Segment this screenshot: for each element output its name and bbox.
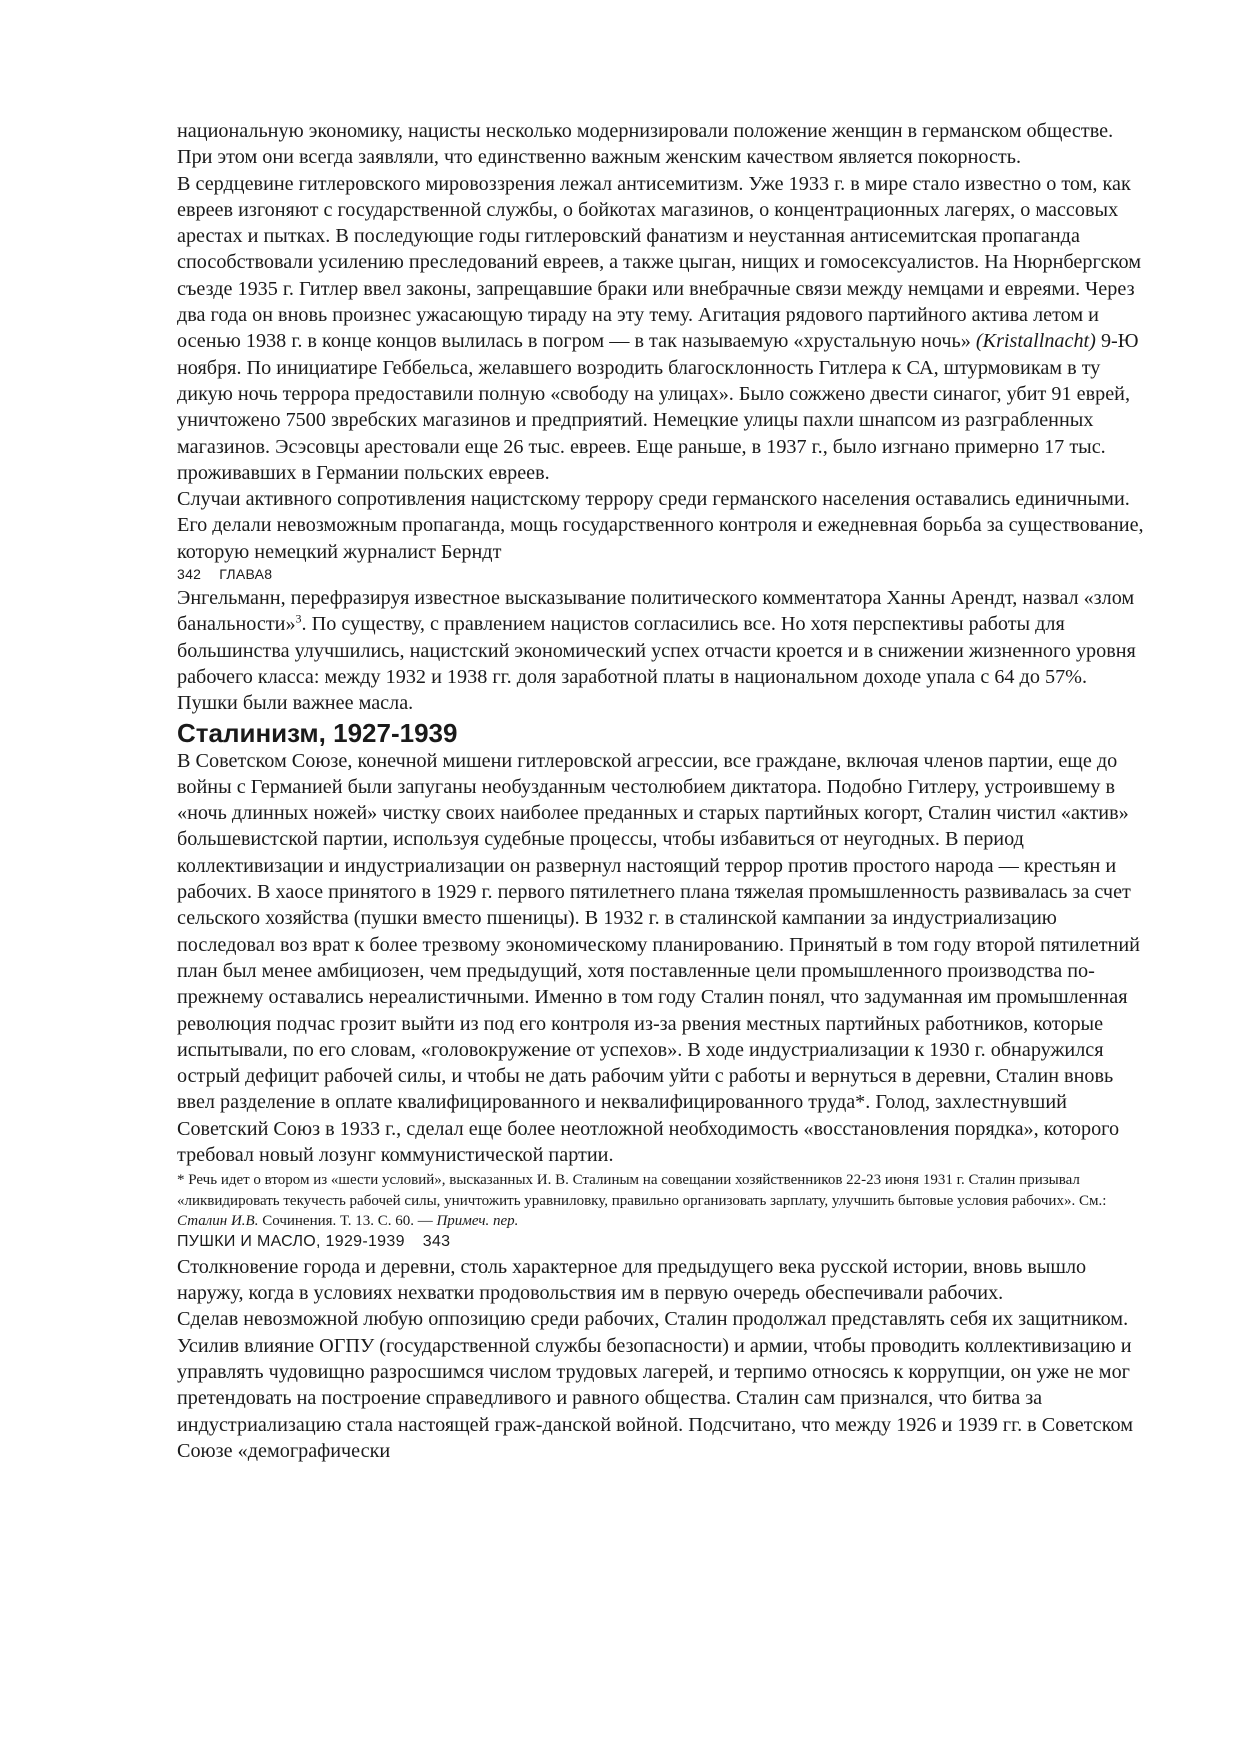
footnote-ref: 3 — [295, 611, 302, 626]
paragraph-banality-text: Энгельманн, перефразируя известное высказывание политического комментатора Ханны Арендт, назвал «злом банальности» — [177, 587, 1135, 636]
page-number: 343 — [422, 1232, 451, 1250]
paragraph-antisemitism-text-cont: 9-Ю ноября. По инициатире Геббельса, желавшего возродить благосклонность Гитлера к СА, штурмовикам в ту дикую ночь террора предоставили полную «свободу на улицах». Было сожжено двести синагог, убит 91 еврей, уничтожено 7500 звребских магазинов и предприятий. Немецкие улицы пахли шнапсом из разграбленных магазинов. Эсэсовцы арестовали еще 26 тыс. евреев. Еще раньше, в 1937 г., было изгнано примерно 17 тыс. проживавших в Германии польских евреев. — [177, 330, 1139, 484]
footnote-author: Сталин И.В. — [177, 1213, 259, 1230]
paragraph-stalinism: В Советском Союзе, конечной мишени гитлеровской агрессии, все граждане, включая членов партии, еще до войны с Германией были запуганы необузданным честолюбием диктатора. Подобно Гитлеру, устроившему в «ночь длинных ножей» чистку своих наиболее преданных и старых партийных когорт, Сталин чистил «актив» большевистской партии, используя судебные процессы, чтобы избавиться от неугодных. В период коллективизации и индустриализации он развернул настоящий террор против простого народа — крестьян и рабочих. В хаосе принятого в 1929 г. первого пятилетнего плана тяжелая промышленность развивалась за счет сельского хозяйства (пушки вместо пшеницы). В 1932 г. в сталинской кампании за индустриализацию последовал воз врат к более трезвому экономическому планированию. Принятый в том году второй пятилетний план был менее амбициозен, чем предыдущий, хотя поставленные цели промышленного производства по-прежнему оставались нереалистичными. Именно в том году Сталин понял, что задуманная им промышленная революция подчас грозит выйти из под его контроля из-за рвения местных партийных работников, которые испытывали, по его словам, «головокружение от успехов». В ходе индустриализации к 1930 г. обнаружился острый дефицит рабочей силы, и чтобы не дать рабочим уйти с работы и вернуться в деревни, Сталин вновь ввел разделение в оплате квалифицированного и неквалифицированного труда*. Голод, захлестнувший Советский Союз в 1933 г., сделал еще более неотложной необходимость «восстановления порядка», которого требовал новый лозунг коммунистической партии. — [177, 749, 1140, 1166]
paragraph-opposition: Сделав невозможной любую оппозицию среди рабочих, Сталин продолжал представлять себя их защитником. Усилив влияние ОГПУ (государственной службы безопасности) и армии, чтобы проводить коллективизацию и управлять чудовищно разросшимся числом трудовых лагерей, и терпимо относясь к коррупции, он уже не мог претендовать на построение справедливого и равного общества. Сталин сам признался, что битва за индустриализацию стала настоящей граж-данской войной. Подсчитано, что между 1926 и 1939 гг. в Советском Союзе «демографически — [177, 1308, 1133, 1462]
page-number: 342 — [177, 566, 202, 583]
paragraph-women-status: национальную экономику, нацисты несколько модернизировали положение женщин в германском обществе. При этом они всегда заявляли, что единственно важным женским качеством является покорность. — [177, 120, 1114, 169]
footnote-note: Примеч. пер. — [436, 1213, 519, 1230]
footnote-text-cont: Сочинения. Т. 13. С. 60. — — [258, 1213, 437, 1230]
paragraph-antisemitism — [177, 171, 1147, 487]
running-head-right — [177, 1232, 1147, 1252]
footnote-text: * Речь идет о втором из «шести условий», высказанных И. В. Сталиным на совещании хозяйственников 22-23 июня 1931 г. Сталин призывал «ликвидировать текучесть рабочей силы, уничтожить уравниловку, правильно организовать зарплату, улучшить бытовые условия рабочих». См.: — [177, 1172, 1107, 1209]
footnote — [177, 1170, 1147, 1232]
running-head-title: ПУШКИ И МАСЛО, 1929-1939 — [177, 1232, 405, 1250]
section-heading: Сталинизм, 1927-1939 — [177, 717, 458, 748]
paragraph-antisemitism-text: В сердцевине гитлеровского мировоззрения лежал антисемитизм. Уже 1933 г. в мире стало известно о том, как евреев изгоняют с государственной службы, о бойкотах магазинов, о концентрационных лагерях, о массовых арестах и пытках. В последующие годы гитлеровский фанатизм и неустанная антисемитская пропаганда способствовали усилению преследований евреев, а также цыган, нищих и гомосексуалистов. На Нюрнбергском съезде 1935 г. Гитлер ввел законы, запрещавшие браки или внебрачные связи между немцами и евреями. Через два года он вновь произнес ужасающую тираду на эту тему. Агитация рядового партийного актива летом и осенью 1938 г. в конце концов вылилась в погром — в так называемую «хрустальную ночь» — [177, 172, 1141, 353]
paragraph-resistance: Случаи активного сопротивления нацистскому террору среди германского населения оставались единичными. Его делали невозможным пропаганда, мощь государственного контроля и ежедневная борьба за существование, которую немецкий журналист Берндт — [177, 488, 1144, 563]
paragraph-city-village: Столкновение города и деревни, столь характерное для предыдущего века русской истории, вновь вышло наружу, когда в условиях нехватки продовольствия им в первую очередь обеспечивали рабочих. — [177, 1255, 1087, 1305]
running-head-left — [177, 565, 1147, 583]
paragraph-banality — [177, 585, 1147, 716]
paragraph-banality-text-cont: . По существу, с правлением нацистов согласились все. Но хотя перспективы работы для большинства улучшились, нацистский экономический успех отчасти кроется и в снижении жизненного уровня рабочего класса: между 1932 и 1938 гг. доля заработной платы в национальном доходе упала с 64 до 57%. Пушки были важнее масла. — [177, 613, 1136, 715]
kristallnacht-term: (Kristallnacht) — [975, 330, 1096, 353]
running-head-title: ГЛАВА8 — [219, 566, 273, 583]
document-page — [177, 118, 1147, 1464]
